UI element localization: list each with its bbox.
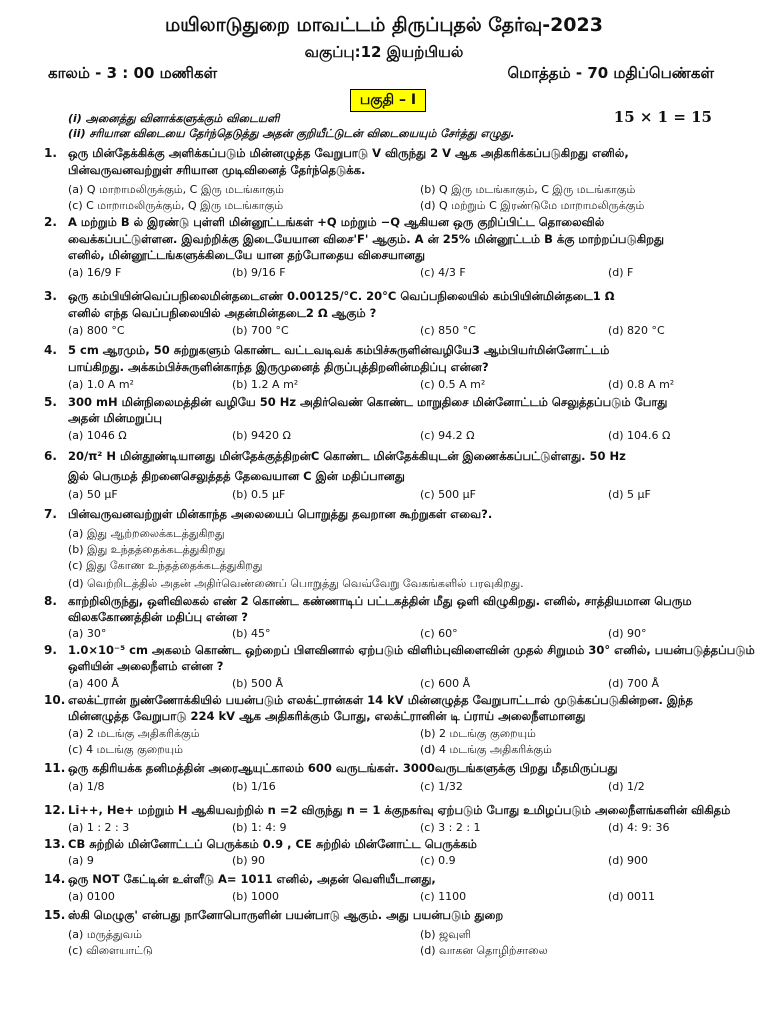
instruction-2: (ii) சரியான விடையை தேர்ந்தெடுத்து அதன் குறியீட்டுடன் விடையையும் சேர்த்து எழுது. <box>68 127 515 140</box>
option-c: (c) 60° <box>420 627 458 640</box>
option-c: (c) 3 : 2 : 1 <box>420 821 481 834</box>
option-a: (a) 1/8 <box>68 780 105 793</box>
option-a: (a) 30° <box>68 627 107 640</box>
option-c: (c) 4 மடங்கு குறையும் <box>68 743 183 756</box>
option-c: (c) 600 Å <box>420 677 471 690</box>
option-d: (d) 900 <box>608 854 649 867</box>
question-text: காற்றிலிருந்து, ஒளிவிலகல் எண் 2 கொண்ட கண்ணாடிப் பட்டகத்தின் மீது ஒளி விழுகிறது. எனில், சாத்தியமான பெரும <box>68 594 692 608</box>
option-d: (d) 700 Å <box>608 677 660 690</box>
option-b: (b) 9420 Ω <box>232 429 291 442</box>
option-a: (a) 0100 <box>68 890 115 903</box>
option-a: (a) 9 <box>68 854 94 867</box>
option-b: (b) இது உந்தத்தைக்கடத்துகிறது <box>68 543 226 556</box>
option-a: (a) மருத்துவம் <box>68 928 142 941</box>
question-number: 3. <box>44 289 57 303</box>
question-text: விலககோணத்தின் மதிப்பு என்ன ? <box>68 610 248 624</box>
question-number: 15. <box>44 908 66 922</box>
question-number: 9. <box>44 643 57 657</box>
question-text: பாய்கிறது. அக்கம்பிச்சுருளின்காந்த இருமுனைத் திருப்புத்திறனின்மதிப்பு என்ன? <box>68 360 489 374</box>
question-number: 4. <box>44 343 57 357</box>
question-text: 20/π² H மின்தூண்டியானது மின்தேக்குத்திறன்C கொண்ட மின்தேக்கியுடன் இணைக்கப்பட்டுள்ளது. 50 Hz <box>68 449 626 463</box>
question-text: A மற்றும் B ல் இரண்டு புள்ளி மின்னூட்டங்கள் +Q மற்றும் −Q ஆகியன ஒரு குறிப்பிட்ட தொலைவில் <box>68 215 605 229</box>
option-c: (c) 500 μF <box>420 488 476 501</box>
option-c: (c) விளையாட்டு <box>68 944 153 957</box>
option-a: (a) 1046 Ω <box>68 429 127 442</box>
question-text: 1.0×10⁻⁵ cm அகலம் கொண்ட ஒற்றைப் பிளவினால் ஏற்படும் விளிம்புவிளைவின் முதல் சிறுமம் 30° எனில், பயன்படுத்தப்படும் <box>68 643 755 657</box>
score-formula: 15 × 1 = 15 <box>613 108 712 126</box>
option-d: (d) 5 μF <box>608 488 651 501</box>
option-b: (b) 700 °C <box>232 324 289 337</box>
question-number: 11. <box>44 761 66 775</box>
option-c: (c) 0.5 A m² <box>420 378 486 391</box>
question-text: ஒரு கதிரியக்க தனிமத்தின் அரைஆயுட்காலம் 600 வருடங்கள். 3000வருடங்களுக்கு பிறது மீதமிருப்பது <box>68 761 618 775</box>
option-a: (a) 2 மடங்கு அதிகரிக்கும் <box>68 727 200 740</box>
instruction-1: (i) அனைத்து வினாக்களுக்கும் விடையளி <box>68 112 280 125</box>
question-text: 5 cm ஆரமும், 50 சுற்றுகளும் கொண்ட வட்டவடிவக் கம்பிச்சுருளின்வழியே3 ஆம்பியர்மின்னோட்டம் <box>68 343 610 357</box>
option-b: (b) 500 Å <box>232 677 284 690</box>
option-b: (b) 1.2 A m² <box>232 378 299 391</box>
option-d: (d) வெற்றிடத்தில் அதன் அதிர்வெண்ணைப் பொறுத்து வெவ்வேறு வேகங்களில் பரவுகிறது. <box>68 577 524 590</box>
option-b: (b) 0.5 μF <box>232 488 286 501</box>
option-b: (b) 1: 4: 9 <box>232 821 287 834</box>
option-c: (c) இது கோண உந்தத்தைக்கடத்துகிறது <box>68 559 263 572</box>
question-number: 14. <box>44 872 66 886</box>
question-text: எனில், மின்னூட்டங்களுக்கிடையே யான தற்போதைய விசையானது <box>68 248 426 262</box>
option-a: (a) 50 μF <box>68 488 118 501</box>
option-b: (b) 1/16 <box>232 780 276 793</box>
option-d: (d) 0.8 A m² <box>608 378 675 391</box>
question-text: பின்வருவனவற்றுள் மின்காந்த அலையைப் பொறுத்து தவறான கூற்றுகள் எவை?. <box>68 507 493 521</box>
class-subject: வகுப்பு:12 இயற்பியல் <box>304 43 464 61</box>
option-d: (d) F <box>608 266 634 279</box>
exam-duration: காலம் - 3 : 00 மணிகள் <box>48 64 218 82</box>
question-text: இல் பெருமத் திறனைசெலுத்தத் தேவையான C இன் மதிப்பானது <box>68 469 405 483</box>
option-c: (c) 1/32 <box>420 780 463 793</box>
question-text: CB சுற்றில் மின்னோட்டப் பெருக்கம் 0.9 , CE சுற்றில் மின்னோட்ட பெருக்கம் <box>68 837 477 851</box>
option-a: (a) இது ஆற்றலைக்கடத்துகிறது <box>68 527 225 540</box>
option-c: (c) C மாறாமலிருக்கும், Q இரு மடங்காகும் <box>68 199 284 212</box>
option-c: (c) 0.9 <box>420 854 456 867</box>
option-d: (d) 1/2 <box>608 780 645 793</box>
option-d: (d) 4: 9: 36 <box>608 821 670 834</box>
option-d: (d) Q மற்றும் C இரண்டுமே மாறாமலிருக்கும் <box>420 199 645 212</box>
question-number: 10. <box>44 693 66 707</box>
question-number: 8. <box>44 594 57 608</box>
option-d: (d) 4 மடங்கு அதிகரிக்கும் <box>420 743 552 756</box>
part-label: பகுதி – I <box>350 89 426 112</box>
option-d: (d) 104.6 Ω <box>608 429 671 442</box>
option-d: (d) 820 °C <box>608 324 665 337</box>
question-text: ஒரு மின்தேக்கிக்கு அளிக்கப்படும் மின்னழுத்த வேறுபாடு V விருந்து 2 V ஆக அதிகரிக்கப்படுகிறது எனில், <box>68 146 629 160</box>
question-number: 12. <box>44 803 66 817</box>
option-c: (c) 1100 <box>420 890 467 903</box>
question-number: 7. <box>44 507 57 521</box>
question-text: ஸ்கி மெழுகு' என்பது நானோபொருளின் பயன்பாடு ஆகும். அது பயன்படும் துறை <box>68 908 504 922</box>
exam-title: மயிலாடுதுறை மாவட்டம் திருப்புதல் தேர்வு-2023 <box>165 14 603 36</box>
question-text: எனில் எந்த வெப்பநிலையில் அதன்மின்தடை2 Ω ஆகும் ? <box>68 306 377 320</box>
question-text: பின்வருவனவற்றுள் சரியான முடிவினைத் தேர்ந்தெடுக்க. <box>68 163 366 177</box>
option-a: (a) 800 °C <box>68 324 125 337</box>
option-c: (c) 850 °C <box>420 324 476 337</box>
option-c: (c) 94.2 Ω <box>420 429 475 442</box>
option-c: (c) 4/3 F <box>420 266 466 279</box>
option-b: (b) 45° <box>232 627 271 640</box>
question-number: 2. <box>44 215 57 229</box>
option-d: (d) 90° <box>608 627 647 640</box>
option-a: (a) 16/9 F <box>68 266 122 279</box>
option-b: (b) 2 மடங்கு குறையும் <box>420 727 536 740</box>
question-number: 1. <box>44 146 57 160</box>
option-a: (a) 1 : 2 : 3 <box>68 821 130 834</box>
question-text: ஒரு NOT கேட்டின் உள்ளீடு A= 1011 எனில், அதன் வெளியீடானது, <box>68 872 436 886</box>
question-text: எலக்ட்ரான் நுண்ணோக்கியில் பயன்படும் எலக்ட்ரான்கள் 14 kV மின்னழுத்த வேறுபாட்டால் முடுக்கப்படுகின்றன. இந்த <box>68 693 693 707</box>
option-d: (d) வாகன தொழிற்சாலை <box>420 944 548 957</box>
option-a: (a) Q மாறாமலிருக்கும், C இரு மடங்காகும் <box>68 183 284 196</box>
option-b: (b) ஜவுளி <box>420 928 471 941</box>
option-a: (a) 400 Å <box>68 677 119 690</box>
question-text: ஒளியின் அலைநீளம் என்ன ? <box>68 659 224 673</box>
total-marks: மொத்தம் - 70 மதிப்பெண்கள் <box>507 64 714 82</box>
question-number: 13. <box>44 837 66 851</box>
question-text: அதன் மின்மறுப்பு <box>68 411 162 425</box>
option-b: (b) 90 <box>232 854 266 867</box>
question-number: 6. <box>44 449 57 463</box>
option-b: (b) 9/16 F <box>232 266 286 279</box>
question-text: Li++, He+ மற்றும் H ஆகியவற்றில் n =2 விருந்து n = 1 க்குநகர்வு ஏற்படும் போது உமிழப்படும் அலைநீளங்களின் விகிதம் <box>68 803 731 817</box>
question-text: மின்னழுத்த வேறுபாடு 224 kV ஆக அதிகரிக்கும் போது, எலக்ட்ரானின் டி ப்ராய் அலைநீளமானது <box>68 709 586 723</box>
question-text: ஒரு கம்பியின்வெப்பநிலைமின்தடைஎண் 0.00125/°C. 20°C வெப்பநிலையில் கம்பியின்மின்தடை1 Ω <box>68 289 615 303</box>
question-number: 5. <box>44 395 57 409</box>
question-text: வைக்கப்பட்டுள்ளன. இவற்றிக்கு இடையேயான விசை'F' ஆகும். A ன் 25% மின்னூட்டம் B க்கு மாற்றப்படுகிறது <box>68 232 664 246</box>
option-b: (b) Q இரு மடங்காகும், C இரு மடங்காகும் <box>420 183 636 196</box>
option-b: (b) 1000 <box>232 890 280 903</box>
question-text: 300 mH மின்நிலைமத்தின் வழியே 50 Hz அதிர்வெண் கொண்ட மாறுதிசை மின்னோட்டம் செலுத்தப்படும் போது <box>68 395 668 409</box>
option-d: (d) 0011 <box>608 890 656 903</box>
option-a: (a) 1.0 A m² <box>68 378 134 391</box>
